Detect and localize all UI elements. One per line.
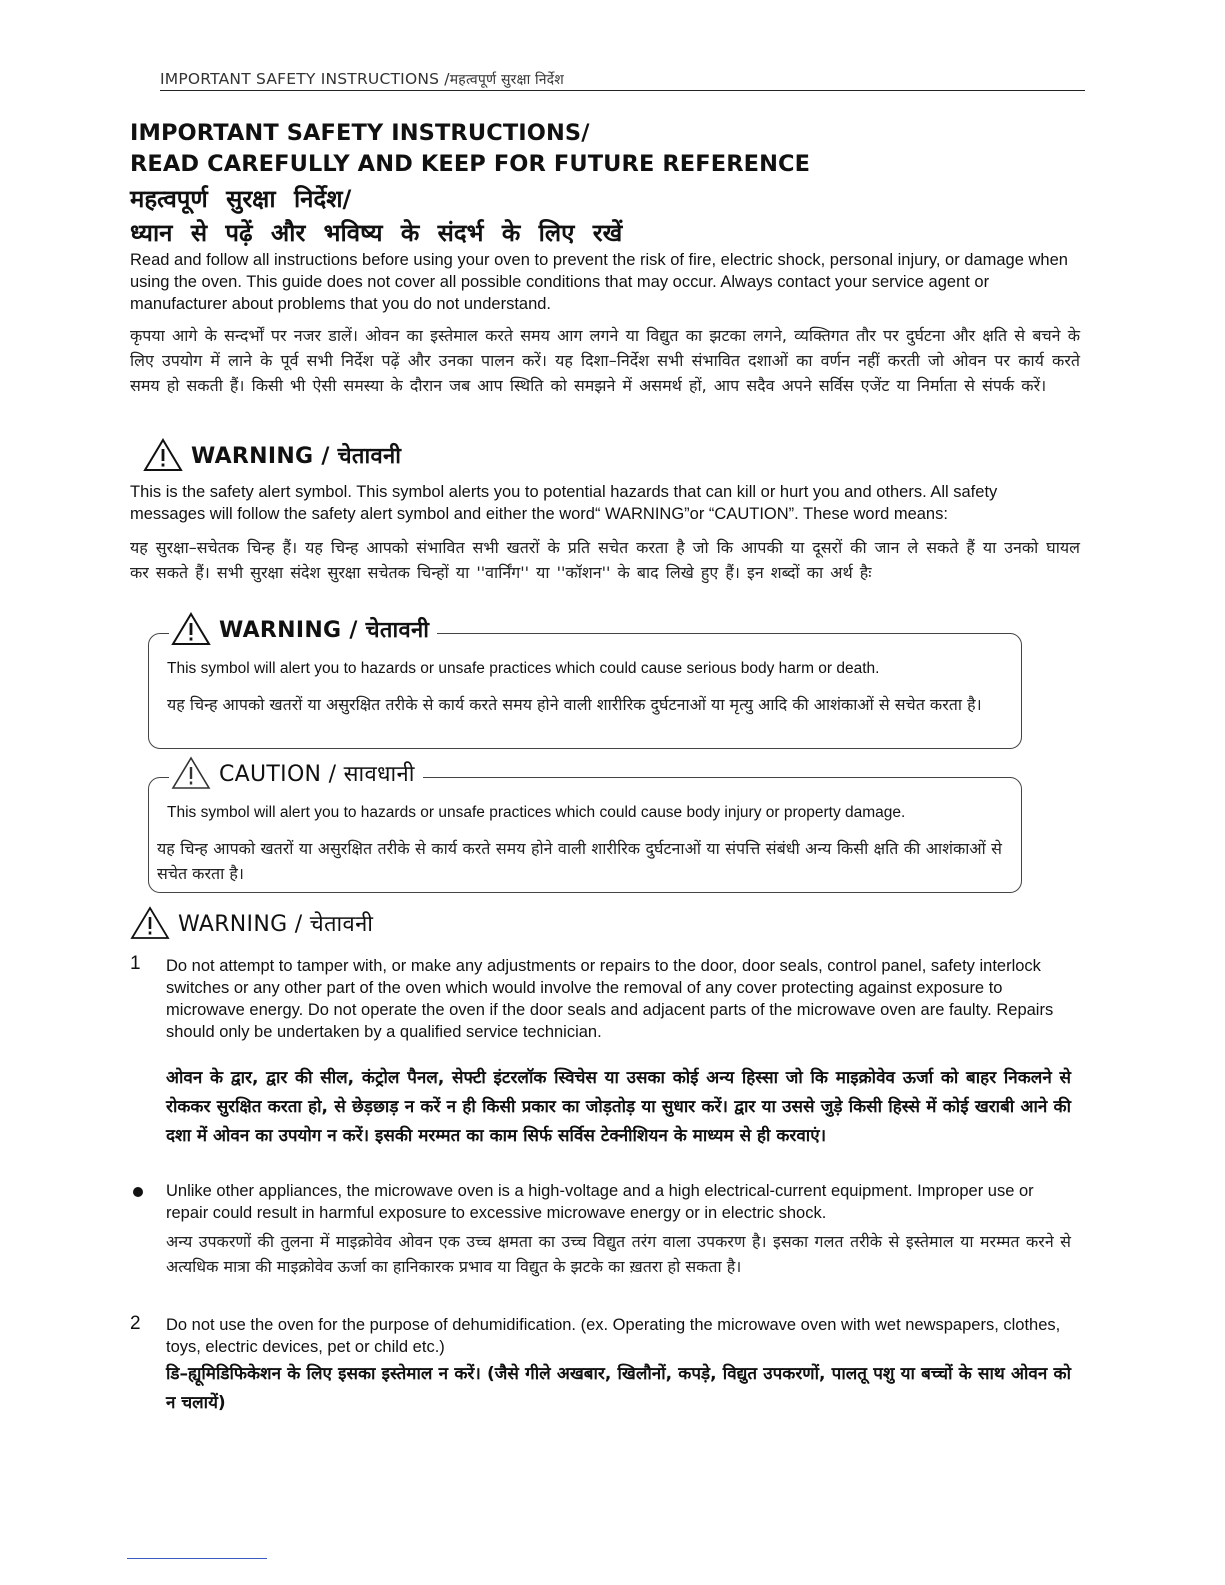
caution-box	[148, 762, 1022, 893]
list-item-marker: 1	[130, 953, 141, 974]
intro-en: Read and follow all instructions before using your oven to prevent the risk of fire, electric shock, personal injury, or damage when using the oven. This guide does not cover all possible conditions that may occur. Always contact your service agent or manufacturer about problems that you do not understand.	[130, 251, 1068, 313]
running-header-hi: महत्वपूर्ण सुरक्षा निर्देश	[449, 72, 565, 88]
bullet-icon	[133, 1187, 143, 1197]
warning-list-heading	[130, 905, 373, 941]
list-item-hi: ओवन के द्वार, द्वार की सील, कंट्रोल पैनल, सेफ्टी इंटरलॉक स्विचेस या उसका कोई अन्य हिस्सा जो कि माइक्रोवेव ऊर्जा को बाहर निकलने से रोककर सुरक्षित करता हो, से छेड़छाड़ न करें न ही किसी प्रकार का जोड़तोड़ या सुधार करें। द्वार या उससे जुड़े किसी हिस्से में कोई खराबी आने की दशा में ओवन का उपयोग न करें। इसकी मरम्मत का काम सिर्फ सर्विस टेक्नीशियन के माध्यम से ही करवाएं।	[166, 1068, 1071, 1146]
list-item-en: Unlike other appliances, the microwave oven is a high-voltage and a high electrical-current equipment. Improper use or repair could result in harmful exposure to excessive microwave energy or in electric shock.	[166, 1182, 1034, 1222]
warning-box-heading-text: WARNING / चेतावनी	[219, 618, 430, 643]
warning-triangle-icon	[130, 906, 170, 940]
running-header-en: IMPORTANT SAFETY INSTRUCTIONS /	[160, 70, 450, 88]
caution-box-heading-text: CAUTION / सावधानी	[219, 762, 415, 787]
list-item-en: Do not attempt to tamper with, or make any adjustments or repairs to the door, door seals, control panel, safety interlock switches or any other part of the oven which would involve the removal of any cover protecting against exposure to microwave energy. Do not operate the oven if the door seals and adjacent parts of the microwave oven are faulty. Repairs should only be undertaken by a qualified service technician.	[166, 957, 1054, 1041]
list-item-en: Do not use the oven for the purpose of dehumidification. (ex. Operating the microwave oven with wet newspapers, clothes, toys, electric devices, pet or child etc.)	[166, 1316, 1061, 1356]
caution-box-en: This symbol will alert you to hazards or unsafe practices which could cause body injury or property damage.	[167, 804, 906, 821]
alert-section-en: This is the safety alert symbol. This symbol alerts you to potential hazards that can kill or hurt you and others. All safety messages will follow the safety alert symbol and either the word“ WARNING”or “CAUTION”. These word means:	[130, 483, 998, 523]
list-item-marker: 2	[130, 1313, 141, 1334]
warning-list-heading-text: WARNING / चेतावनी	[178, 912, 374, 937]
list-item-hi: अन्य उपकरणों की तुलना में माइक्रोवेव ओवन एक उच्च क्षमता का उच्च विद्युत तरंग वाला उपकरण है। इसका गलत तरीके से इस्तेमाल या मरम्मत करने से अत्यधिक मात्रा की माइक्रोवेव ऊर्जा का हानिकारक प्रभाव या विद्युत के झटके का ख़तरा हो सकता है।	[166, 1232, 1071, 1276]
title-en-line1: IMPORTANT SAFETY INSTRUCTIONS/	[130, 120, 590, 146]
caution-triangle-icon	[171, 756, 211, 790]
warning-box-hi: यह चिन्ह आपको खतरों या असुरक्षित तरीके से कार्य करते समय होने वाली शारीरिक दुर्घटनाओं या मृत्यु आदि की आशंकाओं से सचेत करता है।	[167, 695, 982, 714]
caution-box-hi: यह चिन्ह आपको खतरों या असुरक्षित तरीके से कार्य करते समय होने वाली शारीरिक दुर्घटनाओं या संपत्ति संबंधी अन्य किसी क्षति की आशंकाओं से सचेत करता है।	[157, 839, 1002, 883]
title-en-line2: READ CAREFULLY AND KEEP FOR FUTURE REFERENCE	[130, 151, 811, 177]
title-hi-line1: महत्वपूर्ण सुरक्षा निर्देश/	[130, 185, 352, 213]
warning-box	[148, 618, 1022, 749]
intro-hi: कृपया आगे के सन्दर्भों पर नजर डालें। ओवन का इस्तेमाल करते समय आग लगने या विद्युत का झटका लगने, व्यक्तिगत तौर पर दुर्घटना और क्षति से बचने के लिए उपयोग में लाने के पूर्व सभी निर्देश पढ़ें और उनका पालन करें। यह दिशा–निर्देश सभी संभावित दशाओं का वर्णन नहीं करती जो ओवन पर कार्य करते समय हो सकती हैं। किसी भी ऐसी समस्या के दौरान जब आप स्थिति को समझने में असमर्थ हों, आप सदैव अपने सर्विस एजेंट या निर्माता से संपर्क करें।	[130, 326, 1080, 395]
footer-rule	[127, 1558, 267, 1559]
alert-section-hi: यह सुरक्षा–सचेतक चिन्ह हैं। यह चिन्ह आपको संभावित सभी खतरों के प्रति सचेत करता है जो कि आपकी या दूसरों की जान ले सकते हैं या उनको घायल कर सकते हैं। सभी सुरक्षा संदेश सुरक्षा सचेतक चिन्हों या ''वार्निंग'' या ''कॉशन'' के बाद लिखे हुए हैं। इन शब्दों का अर्थ हैः	[130, 538, 1080, 582]
title-hi-line2: ध्यान से पढ़ें और भविष्य के संदर्भ के लिए रखें	[130, 219, 623, 247]
warning-triangle-icon	[171, 612, 211, 646]
caution-box-heading	[169, 756, 423, 790]
list-item-hi: डि–ह्यूमिडिफिकेशन के लिए इसका इस्तेमाल न करें। (जैसे गीले अखबार, खिलौनों, कपड़े, विद्युत उपकरणों, पालतू पशु या बच्चों के साथ ओवन को न चलायें)	[166, 1364, 1071, 1413]
warning-box-en: This symbol will alert you to hazards or unsafe practices which could cause serious body harm or death.	[167, 660, 880, 677]
running-header	[160, 70, 1085, 91]
alert-section-heading-text: WARNING / चेतावनी	[191, 444, 402, 469]
document-title	[130, 118, 1090, 250]
alert-section-heading	[143, 437, 401, 473]
warning-triangle-icon	[143, 438, 183, 472]
warning-box-heading	[169, 612, 437, 646]
